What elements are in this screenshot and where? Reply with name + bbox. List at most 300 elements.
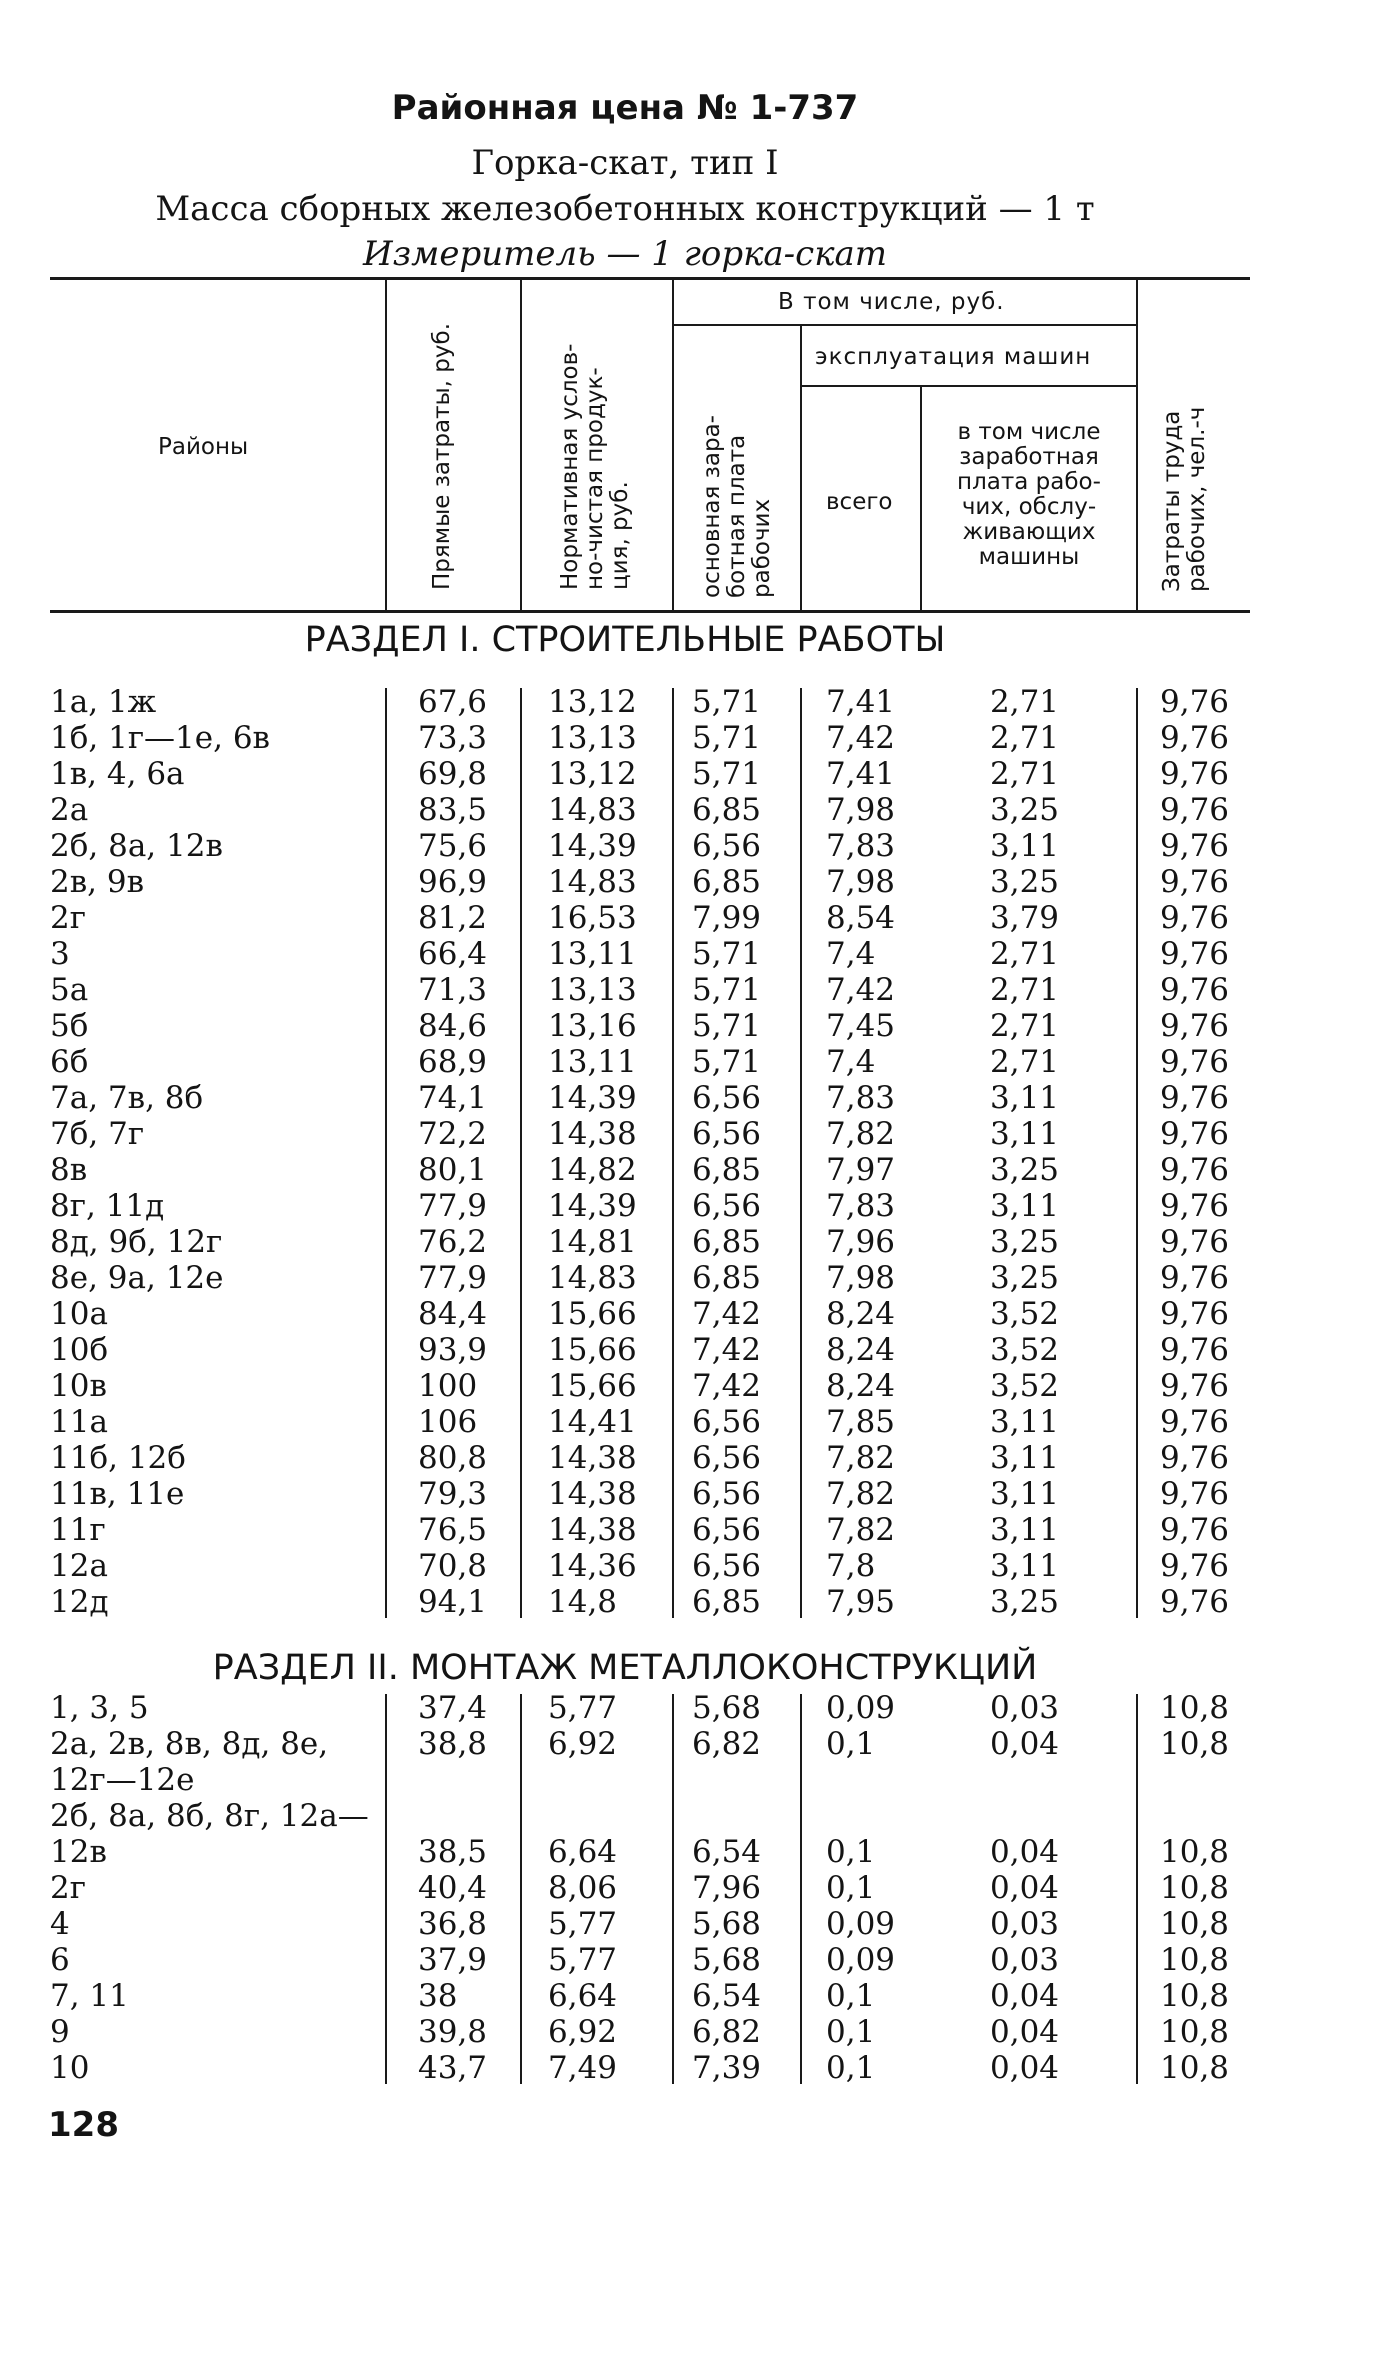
value-cell: 93,9 <box>418 1332 488 1368</box>
value-cell: 9,76 <box>1160 972 1230 1008</box>
table-row <box>0 1008 1250 1044</box>
value-cell: 84,4 <box>418 1296 488 1332</box>
value-cell: 10,8 <box>1160 1690 1230 1726</box>
district-cell: 2б, 8а, 12в <box>50 828 223 864</box>
table-row <box>0 1404 1250 1440</box>
value-cell: 68,9 <box>418 1044 488 1080</box>
value-cell: 7,95 <box>826 1584 896 1620</box>
col-labor-header-line2: рабочих, чел.-ч <box>1184 406 1210 592</box>
value-cell: 9,76 <box>1160 1368 1230 1404</box>
district-cell: 4 <box>50 1906 70 1942</box>
col-machines-wage-line6: машины <box>978 544 1080 570</box>
value-cell: 8,24 <box>826 1296 896 1332</box>
district-cell: 10в <box>50 1368 107 1404</box>
value-cell: 7,98 <box>826 792 896 828</box>
value-cell: 7,42 <box>826 720 896 756</box>
district-cell: 1в, 4, 6а <box>50 756 185 792</box>
value-cell: 13,13 <box>548 972 637 1008</box>
district-cell: 2г <box>50 1870 86 1906</box>
value-cell: 9,76 <box>1160 792 1230 828</box>
district-cell: 1, 3, 5 <box>50 1690 149 1726</box>
table-row <box>0 1690 1250 1726</box>
value-cell: 14,38 <box>548 1512 637 1548</box>
value-cell: 3,25 <box>990 1152 1060 1188</box>
district-cell: 1а, 1ж <box>50 684 157 720</box>
value-cell: 2,71 <box>990 936 1060 972</box>
district-cell: 1б, 1г—1е, 6в <box>50 720 271 756</box>
body-vline <box>800 688 802 1618</box>
value-cell: 0,03 <box>990 1942 1060 1978</box>
district-cell: 8в <box>50 1152 88 1188</box>
value-cell: 83,5 <box>418 792 488 828</box>
page-number: 128 <box>48 2105 119 2145</box>
value-cell: 9,76 <box>1160 1404 1230 1440</box>
value-cell: 9,76 <box>1160 1044 1230 1080</box>
value-cell: 9,76 <box>1160 1296 1230 1332</box>
value-cell: 13,12 <box>548 756 637 792</box>
col-machines-wage-line2: заработная <box>959 444 1099 470</box>
table-row <box>0 756 1250 792</box>
value-cell: 5,68 <box>692 1906 762 1942</box>
district-cell: 10 <box>50 2050 90 2086</box>
value-cell: 9,76 <box>1160 900 1230 936</box>
value-cell: 3,11 <box>990 1476 1060 1512</box>
value-cell: 7,97 <box>826 1152 896 1188</box>
col-base-wage-header-line1: основная зара- <box>699 415 725 598</box>
value-cell: 7,83 <box>826 1188 896 1224</box>
col-machines-wage-line5: живающих <box>962 519 1096 545</box>
table-row <box>0 1798 1250 1870</box>
value-cell: 43,7 <box>418 2050 488 2086</box>
value-cell: 0,03 <box>990 1690 1060 1726</box>
value-cell: 39,8 <box>418 2014 488 2050</box>
value-cell: 77,9 <box>418 1260 488 1296</box>
value-cell: 6,56 <box>692 1188 762 1224</box>
col-machines-header: эксплуатация машин <box>815 344 1092 370</box>
value-cell: 9,76 <box>1160 1260 1230 1296</box>
value-cell: 6,54 <box>692 1978 762 2014</box>
body-vline <box>800 1694 802 2084</box>
value-cell: 84,6 <box>418 1008 488 1044</box>
including-rule <box>672 324 1136 326</box>
value-cell: 2,71 <box>990 972 1060 1008</box>
value-cell: 13,11 <box>548 936 637 972</box>
table-row <box>0 1044 1250 1080</box>
value-cell: 6,85 <box>692 792 762 828</box>
value-cell: 75,6 <box>418 828 488 864</box>
value-cell: 37,4 <box>418 1690 488 1726</box>
value-cell: 3,25 <box>990 864 1060 900</box>
value-cell: 6,56 <box>692 1476 762 1512</box>
value-cell: 7,82 <box>826 1116 896 1152</box>
value-cell: 10,8 <box>1160 1834 1230 1870</box>
value-cell: 37,9 <box>418 1942 488 1978</box>
value-cell: 0,09 <box>826 1906 896 1942</box>
value-cell: 0,04 <box>990 1834 1060 1870</box>
col-machines-wage-header <box>922 420 1136 570</box>
value-cell: 2,71 <box>990 756 1060 792</box>
col-machines-wage-line1: в том числе <box>957 419 1101 445</box>
value-cell: 9,76 <box>1160 1548 1230 1584</box>
value-cell: 7,83 <box>826 1080 896 1116</box>
table-row <box>0 1440 1250 1476</box>
value-cell: 3,25 <box>990 1584 1060 1620</box>
value-cell: 6,56 <box>692 1404 762 1440</box>
district-cell: 8е, 9а, 12е <box>50 1260 224 1296</box>
value-cell: 0,04 <box>990 1870 1060 1906</box>
value-cell: 14,41 <box>548 1404 637 1440</box>
value-cell: 3,11 <box>990 1512 1060 1548</box>
value-cell: 14,39 <box>548 828 637 864</box>
value-cell: 10,8 <box>1160 1942 1230 1978</box>
table-row <box>0 900 1250 936</box>
district-cell: 11в, 11е <box>50 1476 185 1512</box>
value-cell: 8,54 <box>826 900 896 936</box>
value-cell: 9,76 <box>1160 684 1230 720</box>
value-cell: 14,38 <box>548 1476 637 1512</box>
col-machines-wage-line4: чих, обслу- <box>961 494 1097 520</box>
value-cell: 7,4 <box>826 1044 876 1080</box>
value-cell: 8,24 <box>826 1332 896 1368</box>
body-vline <box>385 1694 387 2084</box>
value-cell: 7,96 <box>692 1870 762 1906</box>
value-cell: 40,4 <box>418 1870 488 1906</box>
table-row <box>0 1368 1250 1404</box>
district-cell: 2в, 9в <box>50 864 145 900</box>
value-cell: 14,83 <box>548 792 637 828</box>
table-row <box>0 936 1250 972</box>
value-cell: 74,1 <box>418 1080 488 1116</box>
value-cell: 5,71 <box>692 936 762 972</box>
header-vline-6 <box>1136 280 1138 610</box>
value-cell: 6,54 <box>692 1834 762 1870</box>
value-cell: 7,98 <box>826 864 896 900</box>
value-cell: 7,39 <box>692 2050 762 2086</box>
value-cell: 2,71 <box>990 720 1060 756</box>
value-cell: 3,11 <box>990 1440 1060 1476</box>
value-cell: 7,41 <box>826 756 896 792</box>
object-subtitle: Горка-скат, тип I <box>471 143 779 183</box>
value-cell: 72,2 <box>418 1116 488 1152</box>
value-cell: 8,06 <box>548 1870 618 1906</box>
value-cell: 3,11 <box>990 1404 1060 1440</box>
value-cell: 71,3 <box>418 972 488 1008</box>
value-cell: 3,11 <box>990 1116 1060 1152</box>
value-cell: 6,82 <box>692 2014 762 2050</box>
value-cell: 5,71 <box>692 972 762 1008</box>
value-cell: 5,68 <box>692 1942 762 1978</box>
table-row <box>0 864 1250 900</box>
value-cell: 14,39 <box>548 1080 637 1116</box>
value-cell: 79,3 <box>418 1476 488 1512</box>
value-cell: 3,52 <box>990 1332 1060 1368</box>
value-cell: 6,85 <box>692 1260 762 1296</box>
value-cell: 6,56 <box>692 1512 762 1548</box>
district-cell: 12а <box>50 1548 108 1584</box>
district-cell: 7б, 7г <box>50 1116 145 1152</box>
district-cell: 9 <box>50 2014 70 2050</box>
table-top-rule <box>50 277 1250 280</box>
header-vline-4 <box>800 326 802 610</box>
value-cell: 6,85 <box>692 1152 762 1188</box>
table-row <box>0 1080 1250 1116</box>
body-vline <box>672 1694 674 2084</box>
value-cell: 6,82 <box>692 1726 762 1762</box>
table-row <box>0 1548 1250 1584</box>
value-cell: 0,1 <box>826 1834 876 1870</box>
value-cell: 77,9 <box>418 1188 488 1224</box>
district-cell: 2а <box>50 792 89 828</box>
district-cell: 2б, 8а, 8б, 8г, 12а—12в <box>50 1798 369 1870</box>
value-cell: 6,56 <box>692 1116 762 1152</box>
district-cell: 6 <box>50 1942 70 1978</box>
value-cell: 9,76 <box>1160 1188 1230 1224</box>
district-cell: 8г, 11д <box>50 1188 165 1224</box>
value-cell: 2,71 <box>990 684 1060 720</box>
value-cell: 69,8 <box>418 756 488 792</box>
value-cell: 0,09 <box>826 1942 896 1978</box>
value-cell: 6,56 <box>692 1548 762 1584</box>
value-cell: 13,12 <box>548 684 637 720</box>
value-cell: 14,39 <box>548 1188 637 1224</box>
district-cell: 10а <box>50 1296 108 1332</box>
table-row <box>0 1870 1250 1906</box>
table-row <box>0 1476 1250 1512</box>
value-cell: 96,9 <box>418 864 488 900</box>
table-row <box>0 1332 1250 1368</box>
district-cell: 10б <box>50 1332 109 1368</box>
value-cell: 7,42 <box>692 1296 762 1332</box>
value-cell: 6,56 <box>692 1080 762 1116</box>
value-cell: 94,1 <box>418 1584 488 1620</box>
value-cell: 5,77 <box>548 1906 618 1942</box>
table-row <box>0 1116 1250 1152</box>
value-cell: 6,85 <box>692 864 762 900</box>
col-including-header: В том числе, руб. <box>778 289 1005 315</box>
value-cell: 7,42 <box>826 972 896 1008</box>
value-cell: 9,76 <box>1160 720 1230 756</box>
table-row <box>0 1726 1250 1798</box>
table-row <box>0 1978 1250 2014</box>
value-cell: 80,8 <box>418 1440 488 1476</box>
value-cell: 14,82 <box>548 1152 637 1188</box>
value-cell: 6,85 <box>692 1224 762 1260</box>
value-cell: 13,13 <box>548 720 637 756</box>
value-cell: 36,8 <box>418 1906 488 1942</box>
value-cell: 6,92 <box>548 2014 618 2050</box>
value-cell: 7,82 <box>826 1440 896 1476</box>
table-row <box>0 1152 1250 1188</box>
value-cell: 7,85 <box>826 1404 896 1440</box>
district-cell: 11г <box>50 1512 106 1548</box>
value-cell: 7,96 <box>826 1224 896 1260</box>
value-cell: 9,76 <box>1160 1080 1230 1116</box>
value-cell: 6,64 <box>548 1834 618 1870</box>
value-cell: 7,41 <box>826 684 896 720</box>
table-row <box>0 1224 1250 1260</box>
value-cell: 3,25 <box>990 792 1060 828</box>
section-2-title: РАЗДЕЛ II. МОНТАЖ МЕТАЛЛОКОНСТРУКЦИЙ <box>212 1648 1038 1688</box>
value-cell: 10,8 <box>1160 1906 1230 1942</box>
value-cell: 2,71 <box>990 1044 1060 1080</box>
value-cell: 14,81 <box>548 1224 637 1260</box>
value-cell: 9,76 <box>1160 1224 1230 1260</box>
value-cell: 9,76 <box>1160 828 1230 864</box>
value-cell: 16,53 <box>548 900 637 936</box>
value-cell: 5,68 <box>692 1690 762 1726</box>
value-cell: 81,2 <box>418 900 488 936</box>
value-cell: 7,42 <box>692 1368 762 1404</box>
value-cell: 13,11 <box>548 1044 637 1080</box>
value-cell: 0,04 <box>990 2050 1060 2086</box>
value-cell: 5,71 <box>692 720 762 756</box>
value-cell: 14,8 <box>548 1584 618 1620</box>
value-cell: 10,8 <box>1160 1870 1230 1906</box>
value-cell: 100 <box>418 1368 478 1404</box>
value-cell: 9,76 <box>1160 1332 1230 1368</box>
district-cell: 11б, 12б <box>50 1440 186 1476</box>
price-title: Районная цена № 1-737 <box>391 88 859 128</box>
district-cell: 12д <box>50 1584 109 1620</box>
value-cell: 7,82 <box>826 1476 896 1512</box>
value-cell: 9,76 <box>1160 936 1230 972</box>
value-cell: 8,24 <box>826 1368 896 1404</box>
value-cell: 14,36 <box>548 1548 637 1584</box>
district-cell: 5а <box>50 972 89 1008</box>
value-cell: 38 <box>418 1978 458 2014</box>
col-machines-total-header: всего <box>826 489 893 515</box>
col-normative-header-line3: ция, руб. <box>607 481 633 590</box>
table-row <box>0 1584 1250 1620</box>
table-row <box>0 792 1250 828</box>
table-row <box>0 1188 1250 1224</box>
value-cell: 3,11 <box>990 1548 1060 1584</box>
value-cell: 5,77 <box>548 1942 618 1978</box>
value-cell: 7,42 <box>692 1332 762 1368</box>
value-cell: 7,99 <box>692 900 762 936</box>
value-cell: 9,76 <box>1160 1008 1230 1044</box>
col-districts-header: Районы <box>158 434 249 460</box>
section-1-title: РАЗДЕЛ I. СТРОИТЕЛЬНЫЕ РАБОТЫ <box>304 620 946 660</box>
col-machines-wage-line3: плата рабо- <box>957 469 1101 495</box>
value-cell: 15,66 <box>548 1368 637 1404</box>
value-cell: 15,66 <box>548 1332 637 1368</box>
district-cell: 2г <box>50 900 86 936</box>
value-cell: 9,76 <box>1160 1116 1230 1152</box>
value-cell: 9,76 <box>1160 1152 1230 1188</box>
header-bottom-rule <box>50 610 1250 613</box>
value-cell: 76,2 <box>418 1224 488 1260</box>
value-cell: 0,04 <box>990 2014 1060 2050</box>
value-cell: 15,66 <box>548 1296 637 1332</box>
value-cell: 7,4 <box>826 936 876 972</box>
header-vline-2 <box>520 280 522 610</box>
body-vline <box>1136 1694 1138 2084</box>
col-base-wage-header-line3: рабочих <box>749 498 775 598</box>
value-cell: 6,64 <box>548 1978 618 2014</box>
table-row <box>0 2050 1250 2086</box>
header-vline-3 <box>672 280 674 610</box>
district-cell: 7а, 7в, 8б <box>50 1080 204 1116</box>
value-cell: 7,49 <box>548 2050 618 2086</box>
value-cell: 0,04 <box>990 1726 1060 1762</box>
value-cell: 3,11 <box>990 1188 1060 1224</box>
value-cell: 3,25 <box>990 1224 1060 1260</box>
value-cell: 14,38 <box>548 1440 637 1476</box>
value-cell: 5,77 <box>548 1690 618 1726</box>
value-cell: 3,79 <box>990 900 1060 936</box>
body-vline <box>520 688 522 1618</box>
value-cell: 0,1 <box>826 2014 876 2050</box>
value-cell: 70,8 <box>418 1548 488 1584</box>
value-cell: 14,83 <box>548 864 637 900</box>
table-row <box>0 1260 1250 1296</box>
value-cell: 14,38 <box>548 1116 637 1152</box>
value-cell: 9,76 <box>1160 1584 1230 1620</box>
table-row <box>0 972 1250 1008</box>
value-cell: 10,8 <box>1160 2014 1230 2050</box>
district-cell: 11а <box>50 1404 108 1440</box>
value-cell: 5,71 <box>692 1008 762 1044</box>
value-cell: 106 <box>418 1404 478 1440</box>
value-cell: 0,1 <box>826 1978 876 2014</box>
col-normative-header-line1: Нормативная услов- <box>557 343 583 590</box>
table-row <box>0 1296 1250 1332</box>
value-cell: 7,98 <box>826 1260 896 1296</box>
value-cell: 3,25 <box>990 1260 1060 1296</box>
value-cell: 10,8 <box>1160 1726 1230 1762</box>
value-cell: 80,1 <box>418 1152 488 1188</box>
value-cell: 9,76 <box>1160 756 1230 792</box>
mass-line: Масса сборных железобетонных конструкций — 1 т <box>155 189 1095 229</box>
value-cell: 7,83 <box>826 828 896 864</box>
value-cell: 9,76 <box>1160 1512 1230 1548</box>
table-row <box>0 684 1250 720</box>
col-labor-header-line1: Затраты труда <box>1159 410 1185 592</box>
body-vline <box>672 688 674 1618</box>
value-cell: 2,71 <box>990 1008 1060 1044</box>
value-cell: 3,52 <box>990 1296 1060 1332</box>
value-cell: 0,04 <box>990 1978 1060 2014</box>
value-cell: 73,3 <box>418 720 488 756</box>
value-cell: 14,83 <box>548 1260 637 1296</box>
value-cell: 9,76 <box>1160 864 1230 900</box>
value-cell: 7,82 <box>826 1512 896 1548</box>
value-cell: 3,11 <box>990 1080 1060 1116</box>
body-vline <box>1136 688 1138 1618</box>
value-cell: 13,16 <box>548 1008 637 1044</box>
value-cell: 66,4 <box>418 936 488 972</box>
value-cell: 10,8 <box>1160 2050 1230 2086</box>
col-base-wage-header-line2: ботная плата <box>724 434 750 598</box>
value-cell: 3,52 <box>990 1368 1060 1404</box>
table-row <box>0 720 1250 756</box>
value-cell: 0,1 <box>826 1726 876 1762</box>
value-cell: 0,03 <box>990 1906 1060 1942</box>
value-cell: 6,56 <box>692 828 762 864</box>
district-cell: 3 <box>50 936 70 972</box>
table-row <box>0 1942 1250 1978</box>
value-cell: 9,76 <box>1160 1440 1230 1476</box>
value-cell: 5,71 <box>692 756 762 792</box>
district-cell: 2а, 2в, 8в, 8д, 8е, 12г—12е <box>50 1726 329 1798</box>
value-cell: 0,09 <box>826 1690 896 1726</box>
value-cell: 7,8 <box>826 1548 876 1584</box>
value-cell: 67,6 <box>418 684 488 720</box>
value-cell: 6,92 <box>548 1726 618 1762</box>
body-vline <box>520 1694 522 2084</box>
value-cell: 0,1 <box>826 2050 876 2086</box>
